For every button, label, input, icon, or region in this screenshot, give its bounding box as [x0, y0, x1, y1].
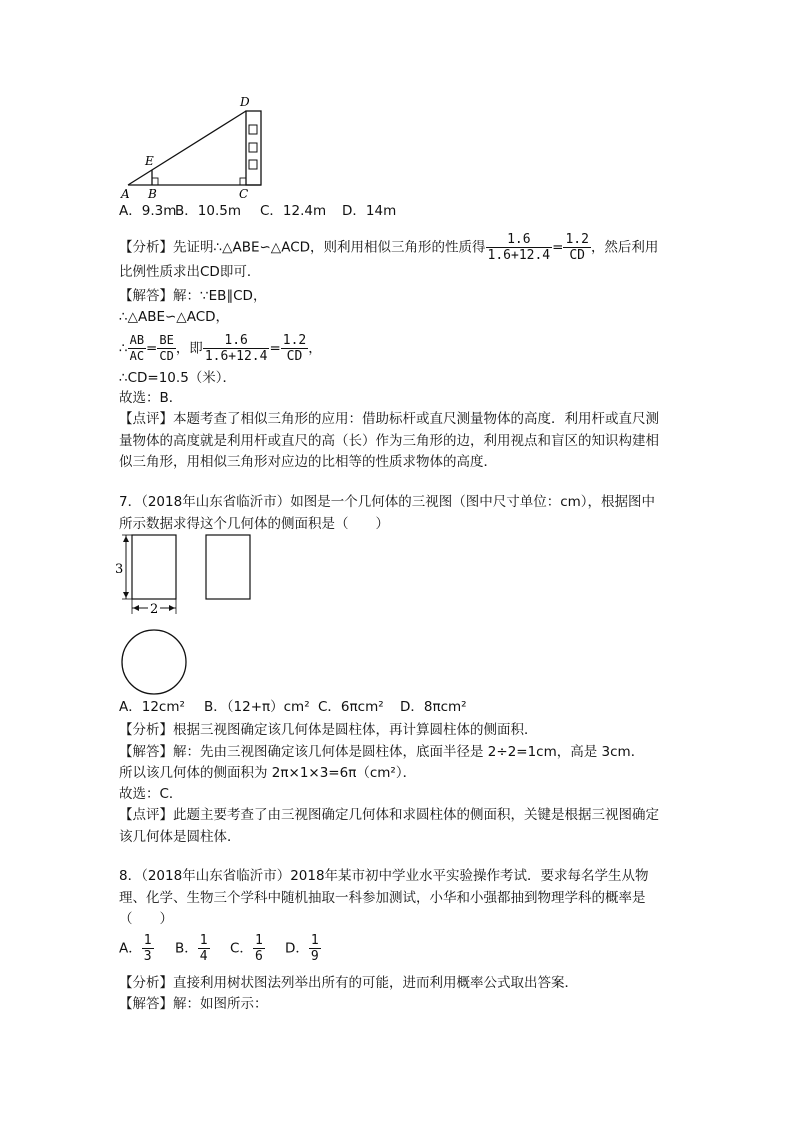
- q6-solution-line5: 故选：B．: [119, 390, 183, 406]
- q7-comment-line1: 【点评】此题主要考查了由三视图确定几何体和求圆柱体的侧面积，关键是根据三视图确定: [119, 807, 659, 823]
- arrow-right-icon: [169, 605, 175, 611]
- arrow-up-icon: [123, 536, 129, 542]
- q6-comment-line3: 似三角形，用相似三角形对应边的比相等的性质求物体的高度．: [119, 454, 497, 470]
- line-of-sight: [128, 111, 246, 185]
- window-1: [249, 125, 257, 134]
- equals-sign: =: [269, 340, 281, 357]
- option-fraction: [253, 933, 265, 964]
- q6-analysis-fraction-1: [486, 232, 553, 263]
- label-d: D: [240, 95, 250, 109]
- fraction-denominator: 9: [310, 949, 319, 964]
- three-view-figure: [112, 530, 262, 700]
- q6-option-b: B．10.5m: [175, 203, 241, 219]
- fraction-numerator: AB: [129, 333, 145, 347]
- fraction-numerator: 1.6: [486, 232, 553, 248]
- solution-connector: ，即: [175, 340, 203, 357]
- fraction-numerator: 1: [199, 933, 208, 948]
- q6-solution-line2: ∴△ABE∽△ACD，: [119, 309, 230, 325]
- q6-analysis-fraction-2: [563, 232, 590, 263]
- q7-solution-line2: 所以该几何体的侧面积为 2π×1×3=6π（cm²）．: [119, 765, 417, 781]
- option-label: D．: [285, 940, 309, 957]
- fraction-1-2: [281, 333, 308, 364]
- q6-analysis-prefix: 【分析】先证明∴△ABE∽△ACD，则利用相似三角形的性质得: [119, 239, 486, 256]
- fraction-denominator: 4: [199, 949, 208, 964]
- top-view-circle: [122, 630, 186, 694]
- q7-question-line1: 7．（2018年山东省临沂市）如图是一个几何体的三视图（图中尺寸单位：cm），根据图中: [119, 494, 656, 510]
- fraction-be-cd: [157, 333, 175, 364]
- fraction-numerator: 1.2: [565, 232, 589, 247]
- right-angle-c: [240, 178, 246, 185]
- q6-solution-line4: ∴CD=10.5（米）．: [119, 370, 237, 386]
- arrow-down-icon: [123, 592, 129, 598]
- q8-question-line3: （ ）: [119, 911, 173, 927]
- therefore-symbol: ∴: [119, 340, 128, 357]
- label-e: E: [145, 154, 154, 168]
- q6-comment-line2: 量物体的高度就是利用杆或直尺的高（长）作为三角形的边，利用视点和盲区的知识构建相: [119, 433, 659, 449]
- q7-option-b: B．（12+π）cm²: [204, 699, 310, 715]
- q7-option-c: C．6πcm²: [318, 699, 384, 715]
- q8-analysis: 【分析】直接利用树状图法列举出所有的可能，进而利用概率公式取出答案．: [119, 975, 578, 991]
- front-view: [132, 535, 176, 599]
- q6-analysis: [119, 232, 658, 263]
- option-fraction: [142, 933, 154, 964]
- label-c: C: [239, 187, 249, 201]
- q6-analysis-line2: 比例性质求出CD即可．: [119, 264, 261, 280]
- solution-end-punct: ，: [308, 340, 322, 357]
- label-b: B: [148, 187, 157, 201]
- height-label: 3: [115, 562, 124, 577]
- option-label: B．: [175, 940, 198, 957]
- equals-sign: =: [146, 340, 158, 357]
- fraction-numerator: 1.6: [203, 333, 270, 349]
- right-angle-b: [152, 178, 158, 185]
- option-fraction: [198, 933, 210, 964]
- q8-question-line1: 8．（2018年山东省临沂市）2018年某市初中学业水平实验操作考试．要求每名学生从物: [119, 868, 649, 884]
- window-3: [249, 160, 257, 169]
- q7-question-line2: 所示数据求得这个几何体的侧面积是（ ）: [119, 516, 389, 532]
- q6-option-a: A．9.3m: [119, 203, 177, 219]
- option-label: C．: [230, 940, 253, 957]
- width-label: 2: [150, 602, 159, 617]
- fraction-denominator: 1.6+12.4: [204, 349, 268, 364]
- q6-comment-line1: 【点评】本题考查了相似三角形的应用：借助标杆或直尺测量物体的高度．利用杆或直尺测: [119, 411, 659, 427]
- q7-solution-line3: 故选：C．: [119, 786, 183, 802]
- q7-option-d: D．8πcm²: [400, 699, 467, 715]
- fraction-1-6: [203, 333, 270, 364]
- fraction-numerator: 1: [143, 933, 152, 948]
- arrow-left-icon: [133, 605, 139, 611]
- fraction-denominator: 1.6+12.4: [487, 248, 551, 263]
- q7-option-a: A．12cm²: [119, 699, 185, 715]
- q6-option-c: C．12.4m: [260, 203, 327, 219]
- q7-solution-line1: 【解答】解：先由三视图确定该几何体是圆柱体，底面半径是 2÷2=1cm，高是 3cm．: [119, 744, 645, 760]
- q8-option-d: [285, 933, 321, 964]
- fraction-denominator: CD: [159, 349, 174, 363]
- fraction-denominator: AC: [129, 349, 145, 363]
- q8-question-line2: 理、化学、生物三个学科中随机抽取一科参加测试，小华和小强都抽到物理学科的概率是: [119, 890, 646, 906]
- fraction-denominator: CD: [286, 349, 303, 364]
- fraction-denominator: 6: [254, 949, 263, 964]
- label-a: A: [121, 187, 130, 201]
- fraction-numerator: 1: [310, 933, 319, 948]
- similar-triangles-figure: [118, 92, 268, 202]
- fraction-denominator: CD: [569, 248, 586, 263]
- window-2: [249, 143, 257, 152]
- option-fraction: [309, 933, 321, 964]
- fraction-numerator: 1.2: [282, 333, 307, 348]
- q7-comment-line2: 该几何体是圆柱体．: [119, 829, 241, 845]
- option-label: A．: [119, 940, 142, 957]
- q6-analysis-suffix: ，然后利用: [590, 239, 659, 256]
- q7-analysis: 【分析】根据三视图确定该几何体是圆柱体，再计算圆柱体的侧面积．: [119, 722, 538, 738]
- fraction-numerator: 1: [254, 933, 263, 948]
- q6-option-d: D．14m: [342, 203, 397, 219]
- q8-option-c: [230, 933, 265, 964]
- q8-option-b: [175, 933, 210, 964]
- fraction-denominator: 3: [143, 949, 152, 964]
- q6-solution-line1: 【解答】解：∵EB∥CD，: [119, 288, 267, 304]
- building: [246, 111, 261, 185]
- q6-solution-line3: [119, 333, 322, 364]
- fraction-ab-ac: [128, 333, 146, 364]
- equals-sign: =: [552, 239, 564, 256]
- side-view: [206, 535, 250, 599]
- q8-option-a: [119, 933, 154, 964]
- q8-solution: 【解答】解：如图所示：: [119, 996, 268, 1012]
- fraction-numerator: BE: [159, 333, 174, 347]
